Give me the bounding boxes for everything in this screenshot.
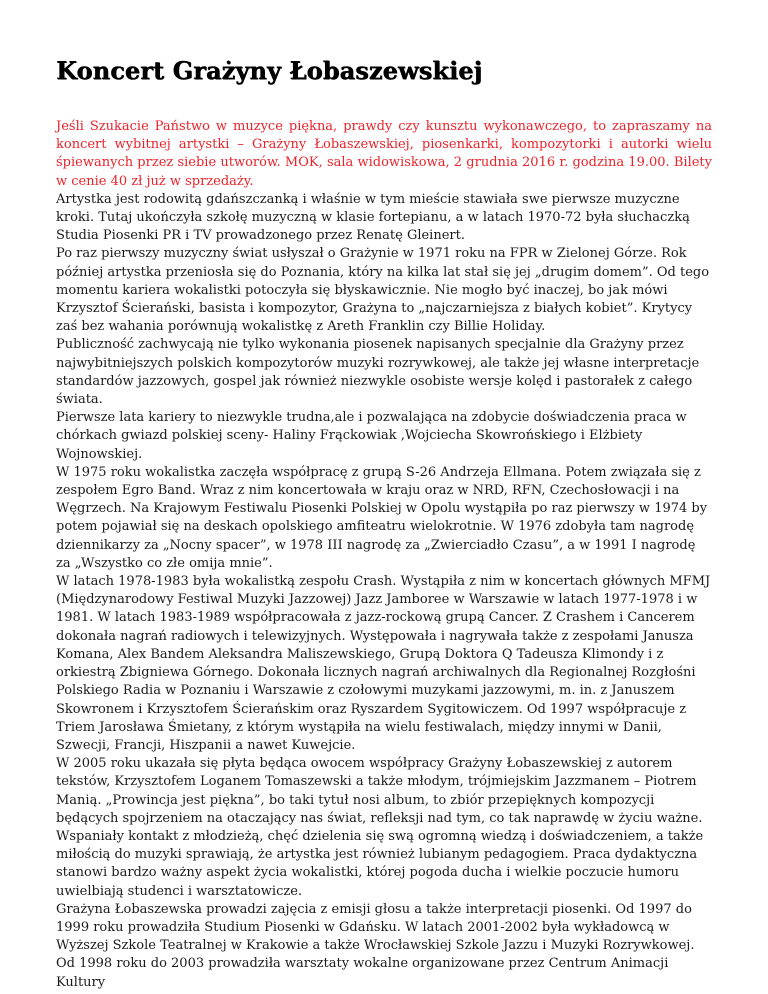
paragraph-early-career: Pierwsze lata kariery to niezwykle trudna,ale i pozwalająca na zdobycie doświadczenia praca w chórkach gwiazd polskiej sceny- Haliny Frąckowiak ,Wojciecha Skowrońskiego i Elżbiety Wojnowskiej. (56, 410, 687, 462)
article-body (56, 118, 712, 992)
paragraph-crash: W latach 1978-1983 była wokalistką zespołu Crash. Wystąpiła z nim w koncertach głównych MFMJ (Międzynarodowy Festiwal Muzyki Jazzowej) Jazz Jamboree w Warszawie w latach 1977-1978 i w 1981. W latach 1983-1989 współpracowała z jazz-rockową grupą Cancer. Z Crashem i Cancerem dokonała nagrań radiowych i telewizyjnych. Występowała i nagrywała także z zespołami Janusza Komana, Alex Bandem Aleksandra Maliszewskiego, Grupą Doktora Q Tadeusza Klimondy i z orkiestrą Zbigniewa Górnego. Dokonała licznych nagrań archiwalnych dla Regionalnej Rozgłośni Polskiego Radia w Poznaniu i Warszawie z czołowymi muzykami jazzowymi, m. in. z Januszem Skowronem i Krzysztofem Ścierańskim oraz Ryszardem Sygitowiczem. Od 1997 współpracuje z Triem Jarosława Śmietany, z którym wystąpiła na wielu festiwalach, między innymi w Danii, Szwecji, Francji, Hiszpanii a nawet Kuwejcie. (56, 574, 711, 753)
paragraph-2005-album: W 2005 roku ukazała się płyta będąca owocem współpracy Grażyny Łobaszewskiej z autorem tekstów, Krzysztofem Loganem Tomaszewski a także młodym, trójmiejskim Jazzmanem – Piotrem Manią. „Prowincja jest piękna”, bo taki tytuł nosi album, to zbiór przepięknych kompozycji będących spojrzeniem na otaczający nas świat, refleksji nad tym, co tak naprawdę w życiu ważne. Wspaniały kontakt z młodzieżą, chęć dzielenia się swą ogromną wiedzą i doświadczeniem, a także miłością do muzyki sprawiają, że artystka jest również lubianym pedagogiem. Praca dydaktyczna stanowi bardzo ważny aspekt życia wokalistki, której pogoda ducha i wielkie poczucie humoru uwielbiają studenci i warsztatowicze. (56, 756, 704, 899)
lead-paragraph: Jeśli Szukacie Państwo w muzyce piękna, prawdy czy kunsztu wykonawczego, to zapraszamy na koncert wybitnej artystki – Grażyny Łobaszewskiej, piosenkarki, kompozytorki i autorki wielu śpiewanych przez siebie utworów. MOK, sala widowiskowa, 2 grudnia 2016 r. godzina 19.00. Bilety w cenie 40 zł już w sprzedaży. (56, 119, 712, 189)
paragraph-origins: Artystka jest rodowitą gdańszczanką i właśnie w tym mieście stawiała swe pierwsze muzyczne kroki. Tutaj ukończyła szkołę muzyczną w klasie fortepianu, a w latach 1970-72 była słuchaczką Studia Piosenki PR i TV prowadzonego przez Renatę Gleinert. (56, 191, 690, 244)
paragraph-teaching: Grażyna Łobaszewska prowadzi zajęcia z emisji głosu a także interpretacji piosenki. Od 1997 do 1999 roku prowadziła Studium Piosenki w Gdańsku. W latach 2001-2002 była wykładowcą w Wyższej Szkole Teatralnej w Krakowie a także Wrocławskiej Szkole Jazzu i Muzyki Rozrywkowej. Od 1998 roku do 2003 prowadziła warsztaty wokalne organizowane przez Centrum Animacji Kultury (56, 901, 695, 990)
paragraph-debut: Po raz pierwszy muzyczny świat usłyszał o Grażynie w 1971 roku na FPR w Zielonej Górze. Rok później artystka przeniosła się do Poznania, który na kilka lat stał się jej „drugim domem”. Od tego momentu kariera wokalistki potoczyła się błyskawicznie. Nie mogło być inaczej, bo jak mówi Krzysztof Ścierański, basista i kompozytor, Grażyna to „najczarniejsza z białych kobiet”. Krytycy zaś bez wahania porównują wokalistkę z Areth Franklin czy Billie Holiday. (56, 246, 710, 335)
paragraph-audience: Publiczność zachwycają nie tylko wykonania piosenek napisanych specjalnie dla Grażyny przez najwybitniejszych polskich kompozytorów muzyki rozrywkowej, ale także jej własne interpretacje standardów jazzowych, gospel jak również niezwykle osobiste wersje kolęd i pastorałek z całego świata. (56, 337, 700, 408)
page-title: Koncert Grażyny Łobaszewskiej (56, 56, 483, 85)
paragraph-1975: W 1975 roku wokalistka zaczęła współpracę z grupą S-26 Andrzeja Ellmana. Potem związała się z zespołem Egro Band. Wraz z nim koncertowała w kraju oraz w NRD, RFN, Czechosłowacji i na Węgrzech. Na Krajowym Festiwalu Piosenki Polskiej w Opolu wystąpiła po raz pierwszy w 1974 by potem pojawiał się na deskach opolskiego amfiteatru wielokrotnie. W 1976 zdobyła tam nagrodę dziennikarzy za „Nocny spacer”, w 1978 III nagrodę za „Zwierciadło Czasu”, a w 1991 I nagrodę za „Wszystko co złe omija mnie”. (56, 464, 708, 571)
